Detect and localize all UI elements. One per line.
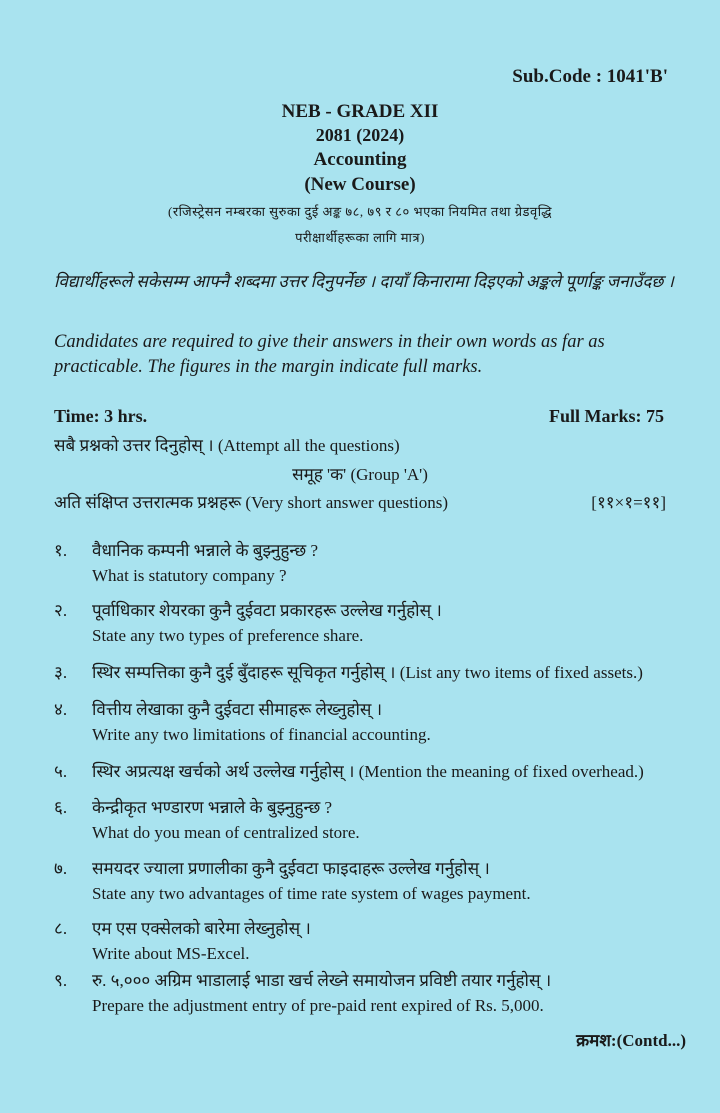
question-text-english: Write about MS-Excel. <box>92 944 250 963</box>
question-text-english: Write any two limitations of financial accounting. <box>92 725 431 744</box>
question-1 <box>54 538 684 586</box>
question-number: ९. <box>54 971 68 990</box>
subject-code: Sub.Code : 1041'B' <box>512 66 668 87</box>
full-marks: Full Marks: 75 <box>549 406 664 426</box>
section-marks: [११×१=११] <box>591 493 666 512</box>
exam-year: 2081 (2024) <box>315 125 405 145</box>
question-6 <box>54 795 684 843</box>
question-number: २. <box>54 601 68 620</box>
question-text-english: What is statutory company ? <box>92 566 287 585</box>
group-heading: समूह 'क' (Group 'A') <box>292 465 428 484</box>
course-type: (New Course) <box>304 174 416 195</box>
question-9 <box>54 968 684 1016</box>
question-text-english: State any two advantages of time rate system of wages payment. <box>92 884 531 903</box>
question-text-nepali: स्थिर अप्रत्यक्ष खर्चको अर्थ उल्लेख गर्नुहोस् । (Mention the meaning of fixed overhead.) <box>92 762 644 781</box>
question-text-english: What do you mean of centralized store. <box>92 823 360 842</box>
attempt-instruction: सबै प्रश्नको उत्तर दिनुहोस् । (Attempt all the questions) <box>54 436 400 455</box>
instructions-nepali: विद्यार्थीहरूले सकेसम्म आफ्नै शब्दमा उत्तर दिनुपर्नेछ । दायाँ किनारामा दिइएको अङ्कले पूर्णाङ्क जनाउँदछ । <box>54 272 674 291</box>
question-number: ५. <box>54 762 68 781</box>
question-4 <box>54 697 684 745</box>
question-number: ७. <box>54 859 68 878</box>
question-text-nepali: स्थिर सम्पत्तिका कुनै दुई बुँदाहरू सूचिकृत गर्नुहोस् । (List any two items of fixed assets.) <box>92 663 643 682</box>
section-title: अति संक्षिप्त उत्तरात्मक प्रश्नहरू (Very short answer questions) <box>54 493 448 512</box>
question-text-nepali: केन्द्रीकृत भण्डारण भन्नाले के बुझ्नुहुन्छ ? <box>92 798 333 817</box>
question-7 <box>54 856 684 904</box>
question-text-nepali: वित्तीय लेखाका कुनै दुईवटा सीमाहरू लेख्नुहोस् । <box>92 700 383 719</box>
question-3 <box>54 660 684 683</box>
exam-time: Time: 3 hrs. <box>54 406 148 426</box>
question-5 <box>54 759 684 782</box>
question-number: ४. <box>54 700 68 719</box>
board-grade: NEB - GRADE XII <box>281 101 439 122</box>
question-number: ३. <box>54 663 68 682</box>
question-text-nepali: पूर्वाधिकार शेयरका कुनै दुईवटा प्रकारहरू उल्लेख गर्नुहोस् । <box>92 601 442 620</box>
question-text-nepali: रु. ५,००० अग्रिम भाडालाई भाडा खर्च लेख्ने समायोजन प्रविष्टी तयार गर्नुहोस् । <box>92 971 552 990</box>
question-text-nepali: समयदर ज्याला प्रणालीका कुनै दुईवटा फाइदाहरू उल्लेख गर्नुहोस् । <box>92 859 490 878</box>
question-text-nepali: एम एस एक्सेलको बारेमा लेख्नुहोस् । <box>92 919 311 938</box>
registration-note-line1: (रजिस्ट्रेसन नम्बरका सुरुका दुई अङ्क ७८, ७९ र ८० भएका नियमित तथा ग्रेडवृद्धि <box>168 204 552 219</box>
question-8 <box>54 916 684 964</box>
continued-marker: क्रमश:(Contd...) <box>576 1031 686 1050</box>
registration-note-line2: परीक्षार्थीहरूका लागि मात्र) <box>295 230 425 245</box>
question-text-nepali: वैधानिक कम्पनी भन्नाले के बुझ्नुहुन्छ ? <box>92 541 318 560</box>
question-text-english: Prepare the adjustment entry of pre-paid rent expired of Rs. 5,000. <box>92 996 544 1015</box>
question-2 <box>54 598 684 646</box>
question-text-english: State any two types of preference share. <box>92 626 364 645</box>
subject-title: Accounting <box>313 149 407 170</box>
question-number: ६. <box>54 798 68 817</box>
question-number: १. <box>54 541 68 560</box>
instructions-english: Candidates are required to give their answers in their own words as far as practicable. The figures in the margin indicate full marks. <box>54 332 605 377</box>
question-number: ८. <box>54 919 68 938</box>
